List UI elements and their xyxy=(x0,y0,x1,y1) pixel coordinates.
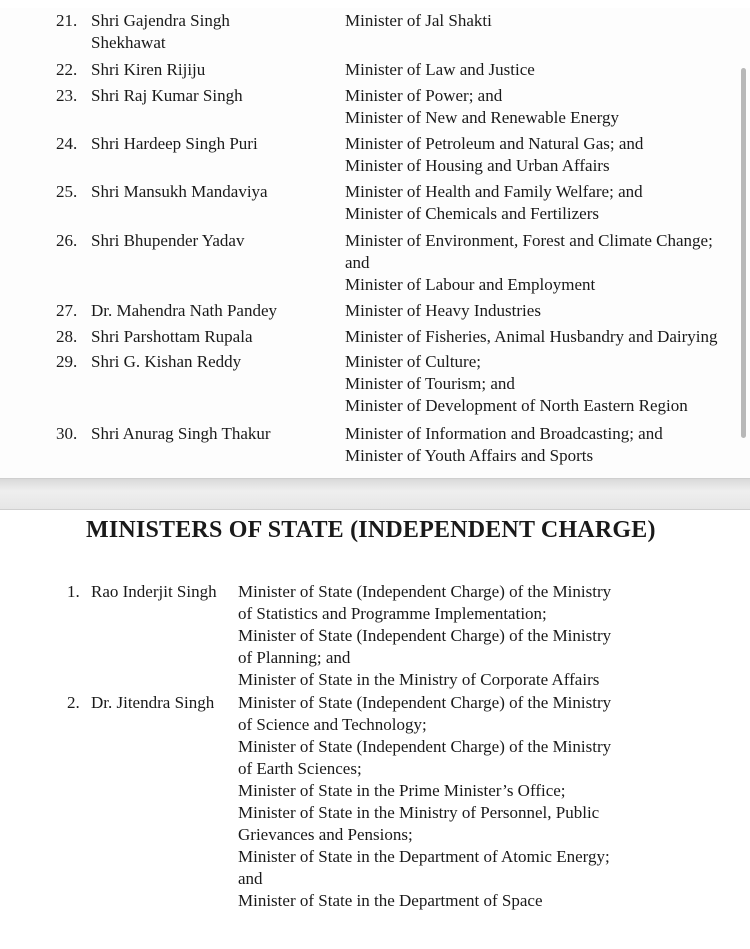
minister-name: Shri Kiren Rijiju xyxy=(91,60,206,79)
entry-number: 29. xyxy=(56,352,78,371)
minister-portfolio: Minister of Law and Justice xyxy=(345,60,535,79)
entry-number: 23. xyxy=(56,86,78,105)
minister-portfolio: Minister of Petroleum and Natural Gas; and Minister of Housing and Urban Affairs xyxy=(345,134,644,175)
minister-name: Shri Anurag Singh Thakur xyxy=(91,424,271,443)
minister-name: Shri Mansukh Mandaviya xyxy=(91,182,268,201)
minister-name: Dr. Jitendra Singh xyxy=(91,693,215,712)
minister-name: Shri Parshottam Rupala xyxy=(91,327,253,346)
minister-name: Dr. Mahendra Nath Pandey xyxy=(91,301,278,320)
minister-portfolio: Minister of State (Independent Charge) of the Ministry of Statistics and Programme Implementation; Minister of State (Independent Charge) of the Ministry of Planning; and Minister of State in the Ministry of Corporate Affairs xyxy=(238,582,612,689)
entry-number: 1. xyxy=(67,582,80,601)
entry-number: 22. xyxy=(56,60,78,79)
minister-portfolio: Minister of Jal Shakti xyxy=(345,11,492,30)
minister-name: Shri Raj Kumar Singh xyxy=(91,86,243,105)
cabinet-ministers-section xyxy=(0,8,750,478)
entry-number: 25. xyxy=(56,182,78,201)
minister-name: Shri Bhupender Yadav xyxy=(91,231,245,250)
minister-name: Shri Hardeep Singh Puri xyxy=(91,134,258,153)
entry-number: 24. xyxy=(56,134,78,153)
entry-number: 26. xyxy=(56,231,78,250)
minister-portfolio: Minister of State (Independent Charge) of the Ministry of Science and Technology; Minister of State (Independent Charge) of the Ministry of Earth Sciences; Minister of State in the Prime Minister’s Office; Minister of State in the Ministry of Personnel, Public Grievances and Pensions; Minister of State in the Department of Atomic Energy; and Minister of State in the Department of Space xyxy=(238,693,612,910)
minister-portfolio: Minister of Information and Broadcasting; and Minister of Youth Affairs and Sports xyxy=(345,424,663,465)
entry-number: 28. xyxy=(56,327,78,346)
entry-number: 2. xyxy=(67,693,80,712)
entry-number: 21. xyxy=(56,11,78,30)
minister-portfolio: Minister of Heavy Industries xyxy=(345,301,541,320)
entry-number: 30. xyxy=(56,424,78,443)
page-divider xyxy=(0,478,750,510)
minister-name: Shri G. Kishan Reddy xyxy=(91,352,242,371)
section-heading: MINISTERS OF STATE (INDEPENDENT CHARGE) xyxy=(86,517,656,543)
minister-name: Rao Inderjit Singh xyxy=(91,582,217,601)
minister-portfolio: Minister of Health and Family Welfare; and Minister of Chemicals and Fertilizers xyxy=(345,182,643,223)
minister-portfolio: Minister of Environment, Forest and Climate Change; and Minister of Labour and Employment xyxy=(345,231,713,294)
minister-portfolio: Minister of Power; and Minister of New and Renewable Energy xyxy=(345,86,619,127)
minister-name: Shri Gajendra Singh Shekhawat xyxy=(91,11,230,52)
scrollbar-thumb[interactable] xyxy=(741,68,746,438)
minister-portfolio: Minister of Culture; Minister of Tourism; and Minister of Development of North Eastern Region xyxy=(345,352,688,415)
minister-portfolio: Minister of Fisheries, Animal Husbandry and Dairying xyxy=(345,327,718,346)
entry-number: 27. xyxy=(56,301,78,320)
